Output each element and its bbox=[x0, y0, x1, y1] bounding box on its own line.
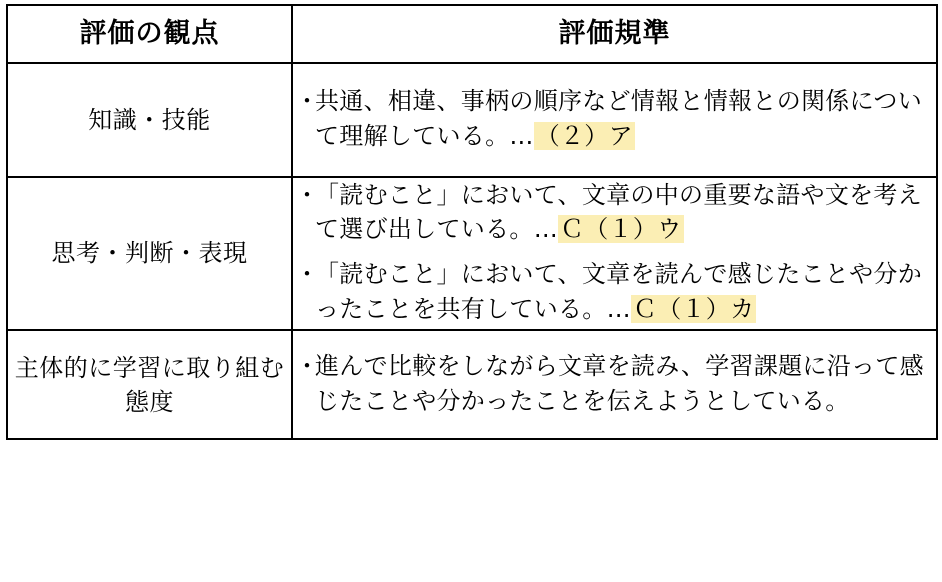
bullet-icon: ・ bbox=[295, 180, 320, 209]
standard-knowledge bbox=[292, 63, 937, 177]
bullet-icon: ・ bbox=[295, 351, 320, 380]
table-row bbox=[7, 330, 937, 440]
list-item-text: 共通、相違、事柄の順序など情報と情報との関係について理解している。… bbox=[315, 87, 923, 150]
list-item-text: 「読むこと」において、文章の中の重要な語や文を考えて選び出している。… bbox=[315, 180, 923, 244]
list-item-text: 進んで比較をしながら文章を読み、学習課題に沿って感じたことや分かったことを伝えようとしている。 bbox=[315, 351, 924, 415]
list-item-text: 「読むこと」において、文章を読んで感じたことや分かったことを共有している。… bbox=[315, 260, 923, 323]
evaluation-criteria-table bbox=[6, 4, 938, 440]
standard-attitude bbox=[292, 330, 937, 440]
list-item bbox=[293, 84, 936, 154]
standard-thinking bbox=[292, 177, 937, 330]
bullet-icon: ・ bbox=[295, 260, 320, 289]
list-item-highlight: （２）ア bbox=[535, 121, 633, 150]
bullet-icon: ・ bbox=[295, 87, 320, 115]
list-item bbox=[293, 178, 936, 248]
table-row bbox=[7, 63, 937, 177]
list-item bbox=[293, 349, 936, 419]
list-item-highlight: Ｃ（１）カ bbox=[632, 294, 755, 323]
table-row bbox=[7, 177, 937, 330]
list-item bbox=[293, 257, 936, 327]
list-item-highlight: Ｃ（１）ウ bbox=[560, 215, 682, 244]
header-viewpoint: 評価の観点 bbox=[7, 5, 292, 63]
header-standard: 評価規準 bbox=[292, 5, 937, 63]
table-header-row bbox=[7, 5, 937, 63]
viewpoint-knowledge: 知識・技能 bbox=[7, 63, 292, 177]
viewpoint-thinking: 思考・判断・表現 bbox=[7, 177, 292, 330]
viewpoint-attitude: 主体的に学習に取り組む態度 bbox=[7, 330, 292, 440]
